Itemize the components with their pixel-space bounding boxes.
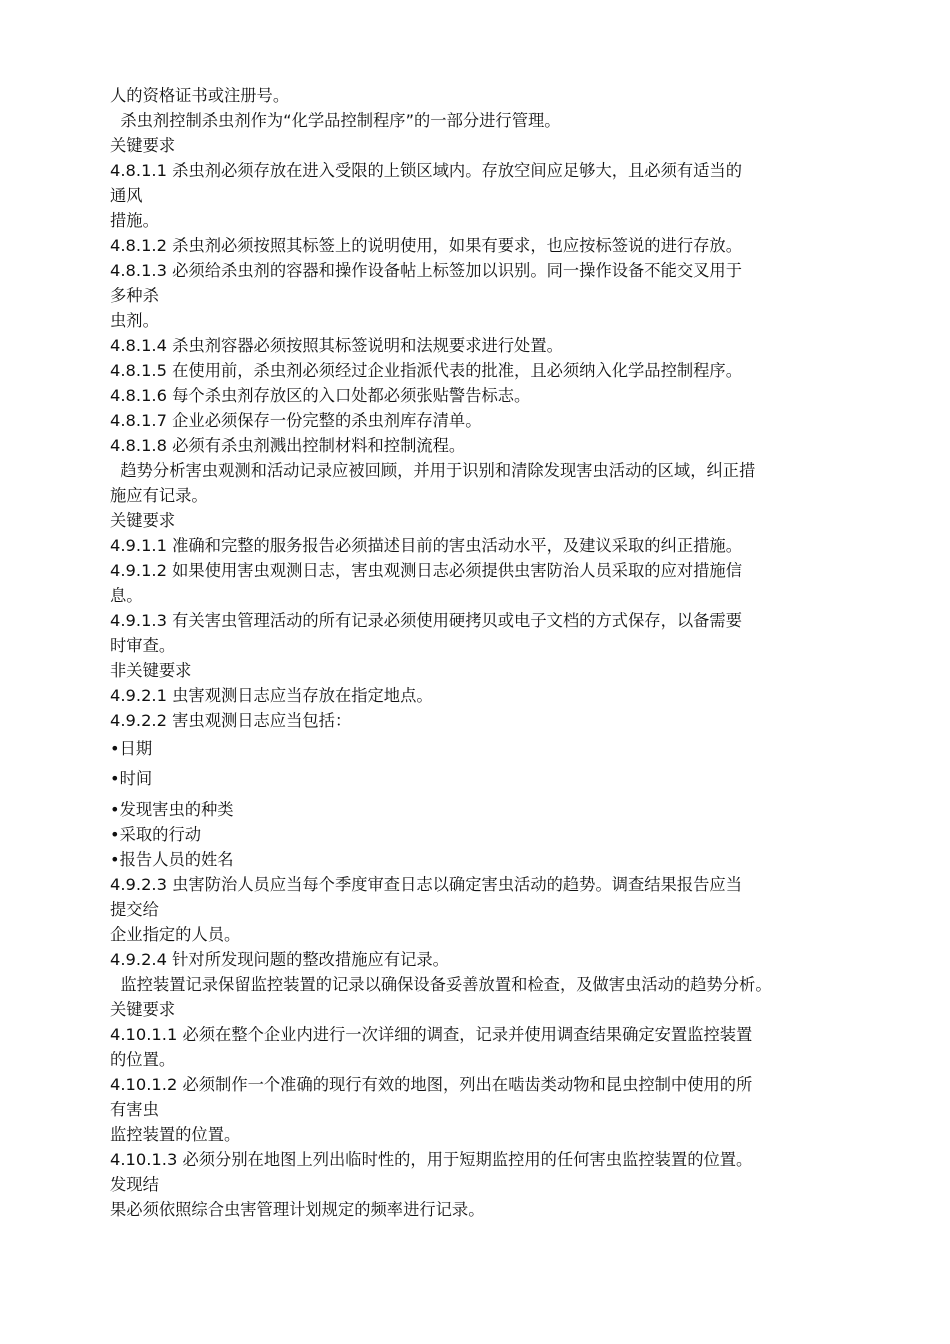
text-line: 有害虫 <box>110 1100 159 1119</box>
text-line: 4.10.1.1 必须在整个企业内进行一次详细的调查，记录并使用调查结果确定安置监控装置 <box>110 1025 753 1044</box>
text-line: 时审查。 <box>110 636 176 655</box>
text-line: 4.8.1.5 在使用前，杀虫剂必须经过企业指派代表的批准，且必须纳入化学品控制程序。 <box>110 361 742 380</box>
text-line: 施应有记录。 <box>110 486 208 505</box>
bullet-item: •时间 <box>110 769 153 788</box>
bullet-item: •报告人员的姓名 <box>110 850 234 869</box>
text-line: 4.8.1.3 必须给杀虫剂的容器和操作设备帖上标签加以识别。同一操作设备不能交叉用于 <box>110 261 742 280</box>
text-line: 息。 <box>110 586 143 605</box>
text-line: 监控装置记录保留监控装置的记录以确保设备妥善放置和检查，及做害虫活动的趋势分析。 <box>110 975 772 994</box>
text-line: 4.9.1.3 有关害虫管理活动的所有记录必须使用硬拷贝或电子文档的方式保存，以备需要 <box>110 611 742 630</box>
text-line: 企业指定的人员。 <box>110 925 241 944</box>
text-line: 虫剂。 <box>110 311 159 330</box>
text-line: 4.10.1.3 必须分别在地图上列出临时性的，用于短期监控用的任何害虫监控装置的位置。 <box>110 1150 753 1169</box>
text-line: 通风 <box>110 186 143 205</box>
text-line: 果必须依照综合虫害管理计划规定的频率进行记录。 <box>110 1200 485 1219</box>
text-line: 4.9.2.1 虫害观测日志应当存放在指定地点。 <box>110 686 433 705</box>
text-line: 4.9.1.2 如果使用害虫观测日志，害虫观测日志必须提供虫害防治人员采取的应对措施信 <box>110 561 742 580</box>
section-heading: 非关键要求 <box>110 661 192 680</box>
text-line: 的位置。 <box>110 1050 176 1069</box>
bullet-item: •采取的行动 <box>110 825 202 844</box>
text-line: 杀虫剂控制杀虫剂作为“化学品控制程序”的一部分进行管理。 <box>110 111 561 130</box>
text-line: 4.8.1.4 杀虫剂容器必须按照其标签说明和法规要求进行处置。 <box>110 336 563 355</box>
text-line: 4.9.2.3 虫害防治人员应当每个季度审查日志以确定害虫活动的趋势。调查结果报告应当 <box>110 875 742 894</box>
text-line: 提交给 <box>110 900 159 919</box>
text-line: 4.8.1.6 每个杀虫剂存放区的入口处都必须张贴警告标志。 <box>110 386 531 405</box>
text-line: 4.9.2.4 针对所发现问题的整改措施应有记录。 <box>110 950 449 969</box>
text-line: 4.8.1.2 杀虫剂必须按照其标签上的说明使用，如果有要求，也应按标签说的进行存放。 <box>110 236 742 255</box>
text-line: 趋势分析害虫观测和活动记录应被回顾，并用于识别和清除发现害虫活动的区域，纠正措 <box>110 461 756 480</box>
bullet-item: •发现害虫的种类 <box>110 800 234 819</box>
bullet-item: •日期 <box>110 739 153 758</box>
text-line: 4.8.1.8 必须有杀虫剂溅出控制材料和控制流程。 <box>110 436 466 455</box>
text-line: 4.8.1.1 杀虫剂必须存放在进入受限的上锁区域内。存放空间应足够大，且必须有适当的 <box>110 161 742 180</box>
text-line: 人的资格证书或注册号。 <box>110 86 290 105</box>
text-line: 多种杀 <box>110 286 159 305</box>
section-heading: 关键要求 <box>110 511 176 530</box>
text-line: 4.8.1.7 企业必须保存一份完整的杀虫剂库存清单。 <box>110 411 482 430</box>
text-line: 监控装置的位置。 <box>110 1125 241 1144</box>
section-heading: 关键要求 <box>110 136 176 155</box>
text-line: 发现结 <box>110 1175 159 1194</box>
text-line: 4.9.1.1 准确和完整的服务报告必须描述目前的害虫活动水平，及建议采取的纠正措施。 <box>110 536 742 555</box>
text-line: 措施。 <box>110 211 159 230</box>
text-line: 4.9.2.2 害虫观测日志应当包括： <box>110 711 352 730</box>
text-line: 4.10.1.2 必须制作一个准确的现行有效的地图，列出在啮齿类动物和昆虫控制中使用的所 <box>110 1075 753 1094</box>
section-heading: 关键要求 <box>110 1000 176 1019</box>
